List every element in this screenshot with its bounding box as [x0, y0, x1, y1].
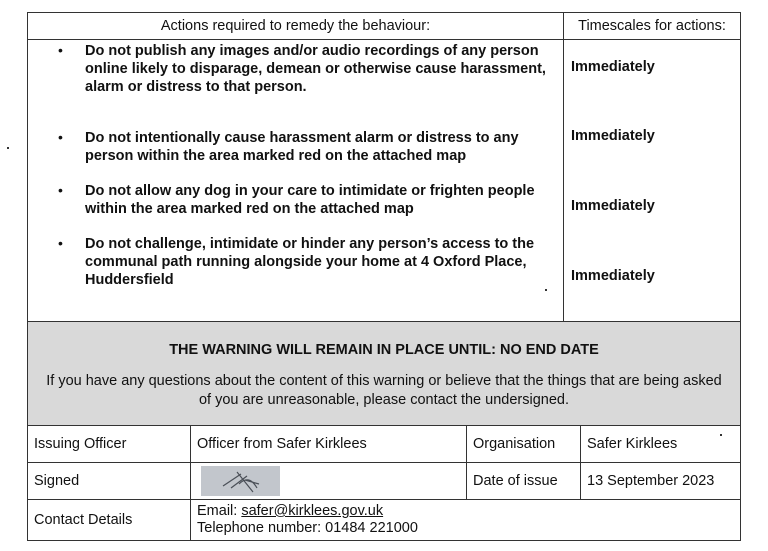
date-label: Date of issue: [467, 463, 581, 500]
scan-speck: [720, 434, 722, 436]
email-line: [197, 503, 383, 520]
contact-details: [191, 500, 740, 540]
action-text: Do not allow any dog in your care to intimidate or frighten people within the area marked red on the attached map: [85, 183, 535, 217]
action-text: Do not publish any images and/or audio recordings of any person online likely to disparage, demean or otherwise cause harassment, alarm or distress to that person.: [85, 43, 546, 95]
timescale-value: Immediately: [571, 198, 655, 214]
organisation-value: Safer Kirklees: [581, 426, 740, 463]
scan-speck: [7, 147, 9, 149]
signature-scribble-icon: [201, 466, 280, 496]
issuing-officer-value: Officer from Safer Kirklees: [191, 426, 467, 463]
signature-image: [201, 466, 280, 496]
actions-column: [28, 40, 564, 321]
action-text: Do not intentionally cause harassment alarm or distress to any person within the area marked red on the attached map: [85, 130, 519, 164]
warning-title: THE WARNING WILL REMAIN IN PLACE UNTIL: NO END DATE: [169, 342, 599, 358]
actions-heading: Actions required to remedy the behaviour:: [28, 13, 564, 39]
email-link[interactable]: safer@kirklees.gov.uk: [241, 503, 384, 519]
email-prefix: Email:: [197, 503, 242, 519]
timescale-value: Immediately: [571, 128, 655, 144]
contact-label: Contact Details: [28, 500, 191, 540]
warning-banner: [28, 322, 740, 426]
timescale-value: Immediately: [571, 268, 655, 284]
telephone-line: Telephone number: 01484 221000: [197, 520, 418, 536]
organisation-label: Organisation: [467, 426, 581, 463]
timescales-column: [564, 40, 740, 321]
bullet-icon: •: [58, 42, 63, 58]
bullet-icon: •: [58, 182, 63, 198]
signature-cell: [191, 463, 467, 500]
timescale-value: Immediately: [571, 59, 655, 75]
date-value: 13 September 2023: [581, 463, 740, 500]
warning-notice-table: [27, 12, 741, 541]
details-grid: [28, 426, 740, 540]
bullet-icon: •: [58, 235, 63, 251]
warning-text: If you have any questions about the content of this warning or believe that the things that are being asked of you are unreasonable, please contact the undersigned.: [46, 373, 722, 408]
scan-speck: [545, 289, 547, 291]
issuing-officer-label: Issuing Officer: [28, 426, 191, 463]
table-header-row: [28, 13, 740, 40]
actions-section: [28, 40, 740, 322]
timescales-heading: Timescales for actions:: [578, 18, 726, 34]
bullet-icon: •: [58, 129, 63, 145]
action-text: Do not challenge, intimidate or hinder any person’s access to the communal path running alongside your home at 4 Oxford Place, Huddersfield: [85, 236, 535, 288]
signed-label: Signed: [28, 463, 191, 500]
